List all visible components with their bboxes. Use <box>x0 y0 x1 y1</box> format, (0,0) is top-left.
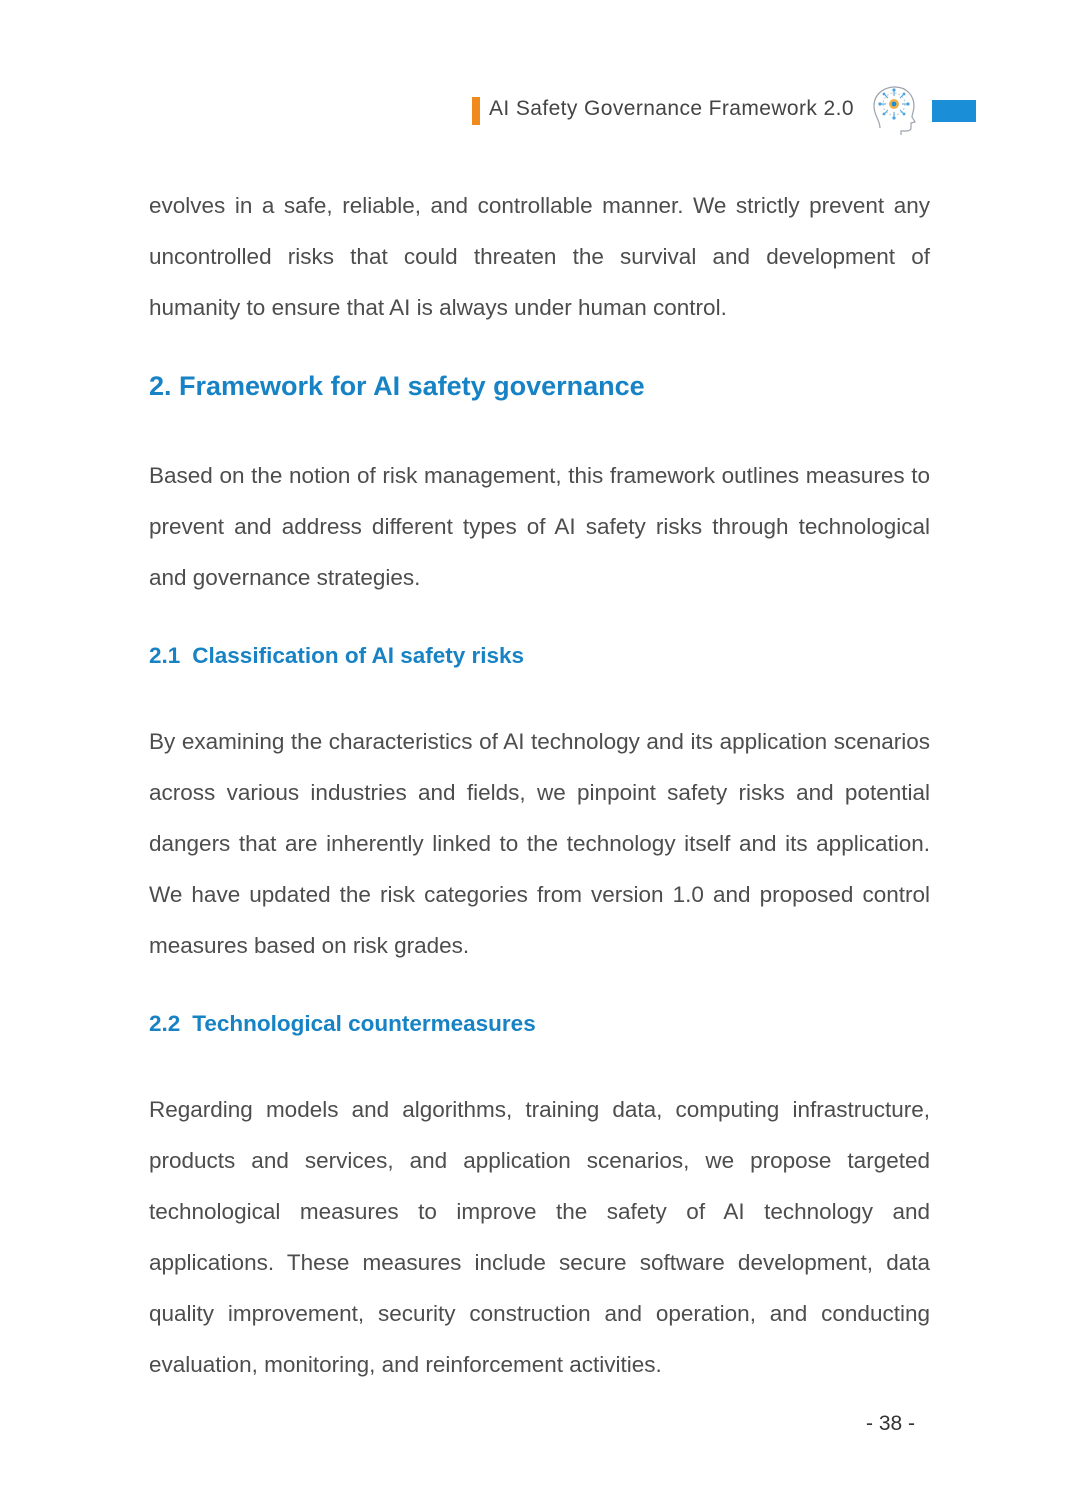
header-title: AI Safety Governance Framework 2.0 <box>489 97 854 120</box>
section-2-1-paragraph: By examining the characteristics of AI technology and its application scenarios across various industries and fields, we pinpoint safety risks and potential dangers that are inherently linked to the technology itself and its application. We have updated the risk categories from version 1.0 and proposed control measures based on risk grades. <box>149 729 930 958</box>
section-number-2-2: 2.2 <box>149 1011 181 1036</box>
section-2-paragraph: Based on the notion of risk management, this framework outlines measures to prevent and address different types of AI safety risks through technological and governance strategies. <box>149 463 930 590</box>
header-accent-bar <box>472 97 480 125</box>
section-heading-2: 2. Framework for AI safety governance <box>149 371 645 401</box>
section-heading-2-2 <box>149 1007 930 1041</box>
section-title-2-1: Classification of AI safety risks <box>192 643 525 668</box>
intro-paragraph: evolves in a safe, reliable, and controllable manner. We strictly prevent any uncontrolled risks that could threaten the survival and development of humanity to ensure that AI is always under human control. <box>149 193 930 320</box>
section-heading-2-1 <box>149 639 930 673</box>
section-2-2-paragraph: Regarding models and algorithms, training data, computing infrastructure, products and services, and application scenarios, we propose targeted technological measures to improve the safety of AI technology and applications. These measures include secure software development, data quality improvement, security construction and operation, and conducting evaluation, monitoring, and reinforcement activities. <box>149 1097 930 1377</box>
header-accent-block <box>932 100 976 122</box>
head-circuit-icon <box>866 82 920 136</box>
section-title-2-2: Technological countermeasures <box>192 1011 536 1036</box>
section-number-2-1: 2.1 <box>149 643 181 668</box>
page-content <box>149 180 930 1390</box>
page-number: - 38 - <box>866 1412 916 1435</box>
page-header <box>0 88 1080 138</box>
